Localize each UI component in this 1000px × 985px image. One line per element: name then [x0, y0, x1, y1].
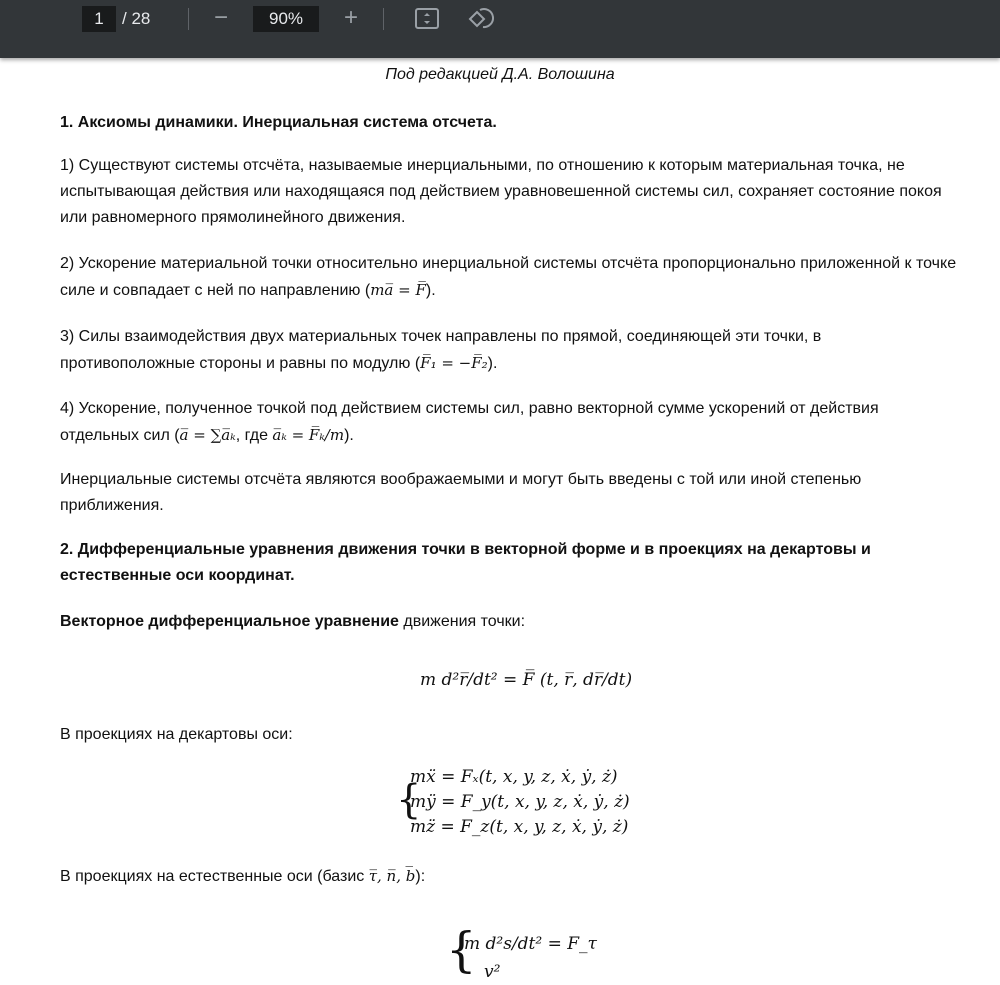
natural-eq-tau: m d²s/dt² = F_τ [464, 934, 597, 954]
bold-text: Векторное дифференциальное уравнение [60, 613, 399, 630]
formula: a̅ = ∑a̅ₖ [179, 426, 236, 444]
text: ). [344, 427, 354, 444]
text: ). [425, 282, 436, 299]
text: 4) Ускорение, полученное точкой под действием системы сил, равно векторной сумме ускорений от действия отдельных сил ( [60, 400, 879, 444]
text: 3) Силы взаимодействия двух материальных точек направлены по прямой, соединяющей эти точки, в противоположные стороны и равны по модулю ( [60, 328, 822, 372]
brace: { [396, 777, 422, 823]
natural-label [60, 863, 960, 890]
formula: a̅ₖ = F̅ₖ/m [272, 426, 345, 444]
paragraph-4 [60, 396, 960, 449]
fit-page-icon[interactable] [414, 6, 440, 32]
editor-line: Под редакцией Д.А. Волошина [385, 66, 615, 83]
text: , где [235, 427, 273, 444]
minus-icon[interactable]: − [213, 4, 228, 31]
text: ): [415, 868, 426, 885]
page-number-input[interactable]: 1 [82, 6, 116, 32]
cartesian-label: В проекциях на декартовы оси: [60, 726, 293, 743]
vector-equation: m d²r̅/dt² = F̅ (t, r̅, dr̅/dt) [420, 670, 633, 690]
cartesian-eq-x: mẍ = Fₓ(t, x, y, z, ẋ, ẏ, ż) [410, 767, 618, 787]
vector-label [60, 609, 960, 635]
text: 2) Ускорение материальной точки относительно инерциальной системы отсчёта пропорционально приложенной к точке силе и совпадает с ней по направлению ( [60, 255, 957, 299]
cartesian-eq-y: mÿ = F_y(t, x, y, z, ẋ, ẏ, ż) [410, 792, 630, 812]
paragraph-3 [60, 324, 960, 377]
paragraph-5: Инерциальные системы отсчёта являются воображаемыми и могут быть введены с той или иной степенью приближения. [60, 471, 862, 514]
paragraph-1: 1) Существуют системы отсчёта, называемые инерциальными, по отношению к которым материальная точка, не испытывающая действия или находящаяся под действием уравновешенной системы сил, сохраняет состояние покоя или равномерного прямолинейного движения. [60, 157, 942, 226]
text: движения точки: [398, 613, 526, 630]
paragraph-2 [60, 251, 960, 304]
formula: τ̅, n̅, b̅ [368, 867, 416, 885]
pdf-toolbar [0, 0, 1000, 58]
text: ). [487, 355, 498, 372]
divider [188, 8, 189, 30]
zoom-input[interactable]: 90% [253, 6, 319, 32]
cartesian-eq-z: mz̈ = F_z(t, x, y, z, ẋ, ẏ, ż) [410, 817, 629, 837]
plus-icon[interactable]: + [343, 4, 358, 31]
divider [383, 8, 384, 30]
formula: ma̅ = F̅ [370, 281, 426, 299]
rotate-icon[interactable] [466, 6, 492, 32]
text: В проекциях на естественные оси (базис [60, 868, 369, 885]
brace: { [446, 922, 477, 978]
formula: F̅₁ = −F̅₂ [420, 354, 488, 372]
page-total: / 28 [122, 9, 151, 28]
heading-2: 2. Дифференциальные уравнения движения точки в векторной форме и в проекциях на декартовы и естественные оси координат. [60, 541, 871, 584]
heading-1: 1. Аксиомы динамики. Инерциальная система отсчета. [60, 114, 497, 131]
natural-eq-n: v² [484, 962, 501, 982]
